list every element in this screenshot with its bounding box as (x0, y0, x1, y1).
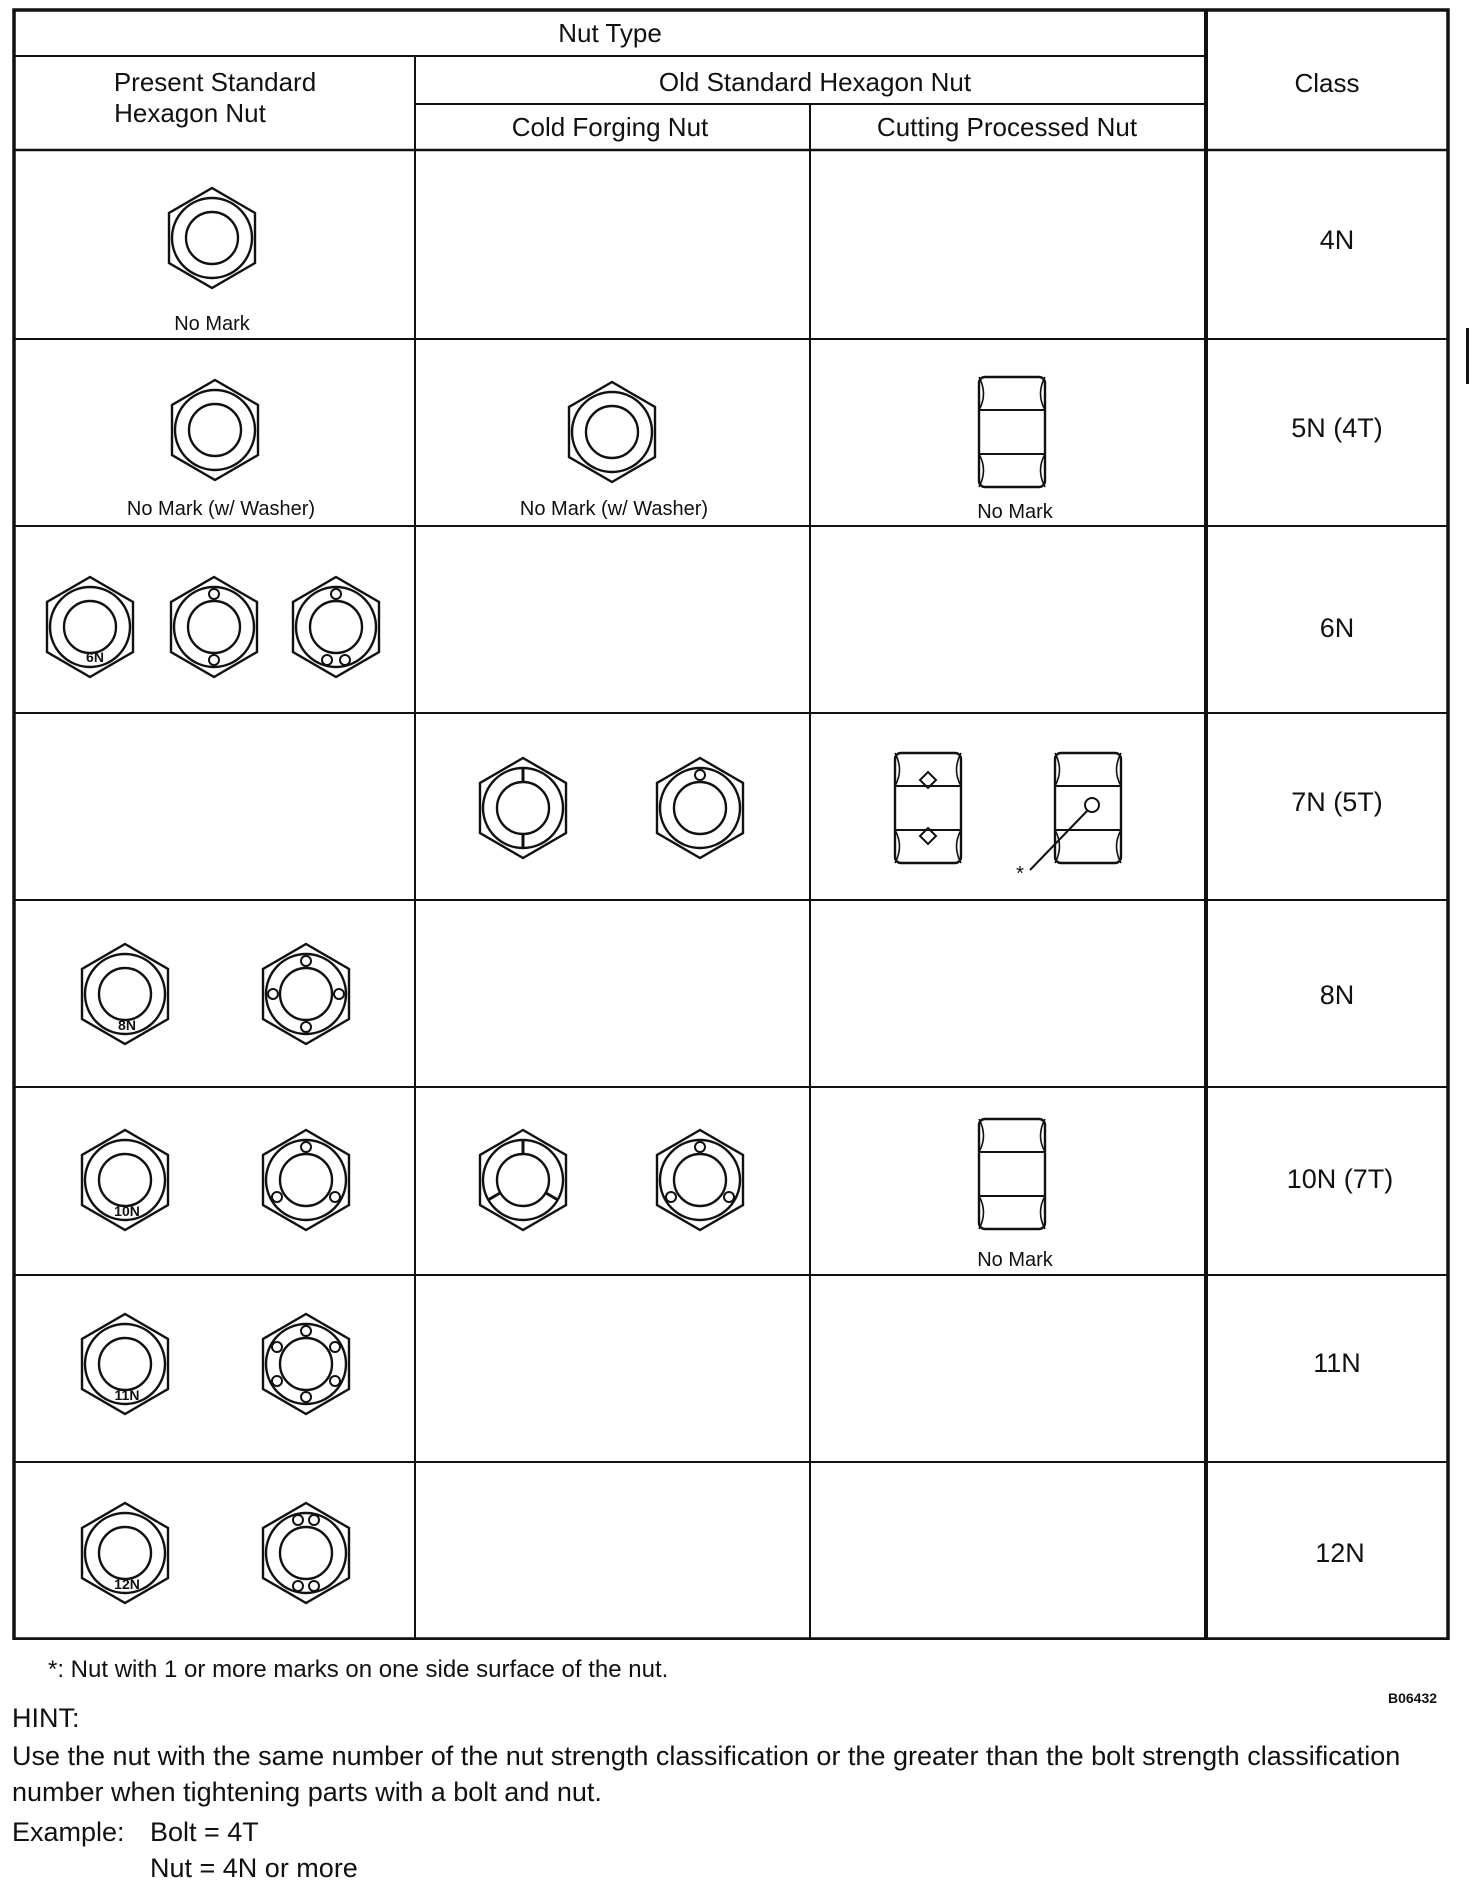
class-cell: 10N (7T) (1286, 1164, 1394, 1194)
nut-caption: No Mark (977, 1249, 1053, 1271)
nut-caption: No Mark (174, 313, 250, 335)
nut-marking: 12N (114, 1576, 140, 1592)
class-cell: 11N (1313, 1348, 1361, 1378)
figure-code: B06432 (1388, 1690, 1438, 1706)
example-label: Example: (12, 1817, 125, 1847)
header-nut-type: Nut Type (558, 18, 662, 48)
nut-plain-icon (169, 188, 255, 288)
nut-six-dots-icon (263, 1314, 349, 1414)
class-cell: 8N (1319, 980, 1355, 1010)
hint-title: HINT: (12, 1703, 80, 1733)
nut-10n-icon (82, 1130, 168, 1230)
nut-washer-icon (172, 380, 258, 480)
nut-side-mark-icon (1030, 753, 1121, 870)
header-cold-forging: Cold Forging Nut (511, 112, 709, 142)
class-cell: 5N (4T) (1291, 413, 1383, 443)
nut-8n-icon (82, 944, 168, 1044)
nut-6n-icon (47, 577, 133, 677)
nut-four-dot-pairs-icon (263, 1503, 349, 1603)
example-nut: Nut = 4N or more (150, 1853, 358, 1883)
nut-two-dots-icon (171, 577, 257, 677)
margin-mark (1466, 328, 1469, 384)
nut-four-dots-icon (263, 944, 349, 1044)
nut-11n-icon (82, 1314, 168, 1414)
nut-12n-icon (82, 1503, 168, 1603)
class-cell: 7N (5T) (1291, 787, 1383, 817)
nut-side-view-icon (979, 1119, 1045, 1229)
nut-three-dots-icon (657, 1130, 743, 1230)
nut-washer-icon (569, 382, 655, 482)
hint-text: Use the nut with the same number of the nut strength classification or the greater than the bolt strength classification number when tightening parts with a bolt and nut. (12, 1741, 1401, 1807)
class-cell: 12N (1315, 1538, 1365, 1568)
nut-caption: No Mark (w/ Washer) (519, 498, 709, 520)
header-cutting-processed: Cutting Processed Nut (876, 112, 1138, 142)
class-cell: 6N (1319, 613, 1355, 643)
header-old-standard: Old Standard Hexagon Nut (658, 67, 972, 97)
nut-three-dots-icon (293, 577, 379, 677)
nut-side-diamond-marks-icon (895, 753, 961, 863)
nut-marking: 6N (86, 649, 104, 665)
nut-marking: 8N (118, 1017, 136, 1033)
header-class: Class (1294, 68, 1360, 98)
nut-side-view-icon (979, 377, 1045, 487)
asterisk-marker: * (1016, 863, 1024, 885)
nut-caption: No Mark (977, 501, 1053, 523)
nut-caption: No Mark (w/ Washer) (126, 498, 316, 520)
nut-marking: 11N (114, 1387, 140, 1403)
nut-two-notches-icon (480, 758, 566, 858)
table-grid (14, 10, 1448, 1639)
nut-three-notches-icon (480, 1130, 566, 1230)
nut-marking: 10N (114, 1203, 140, 1219)
header-present-standard-line2: Hexagon Nut (114, 98, 266, 128)
nut-three-dots-icon (263, 1130, 349, 1230)
class-cell: 4N (1319, 225, 1355, 255)
footnote: *: Nut with 1 or more marks on one side surface of the nut. (48, 1656, 669, 1683)
nut-one-dot-icon (657, 758, 743, 858)
example-bolt: Bolt = 4T (150, 1817, 259, 1847)
header-present-standard-line1: Present Standard (113, 67, 317, 97)
